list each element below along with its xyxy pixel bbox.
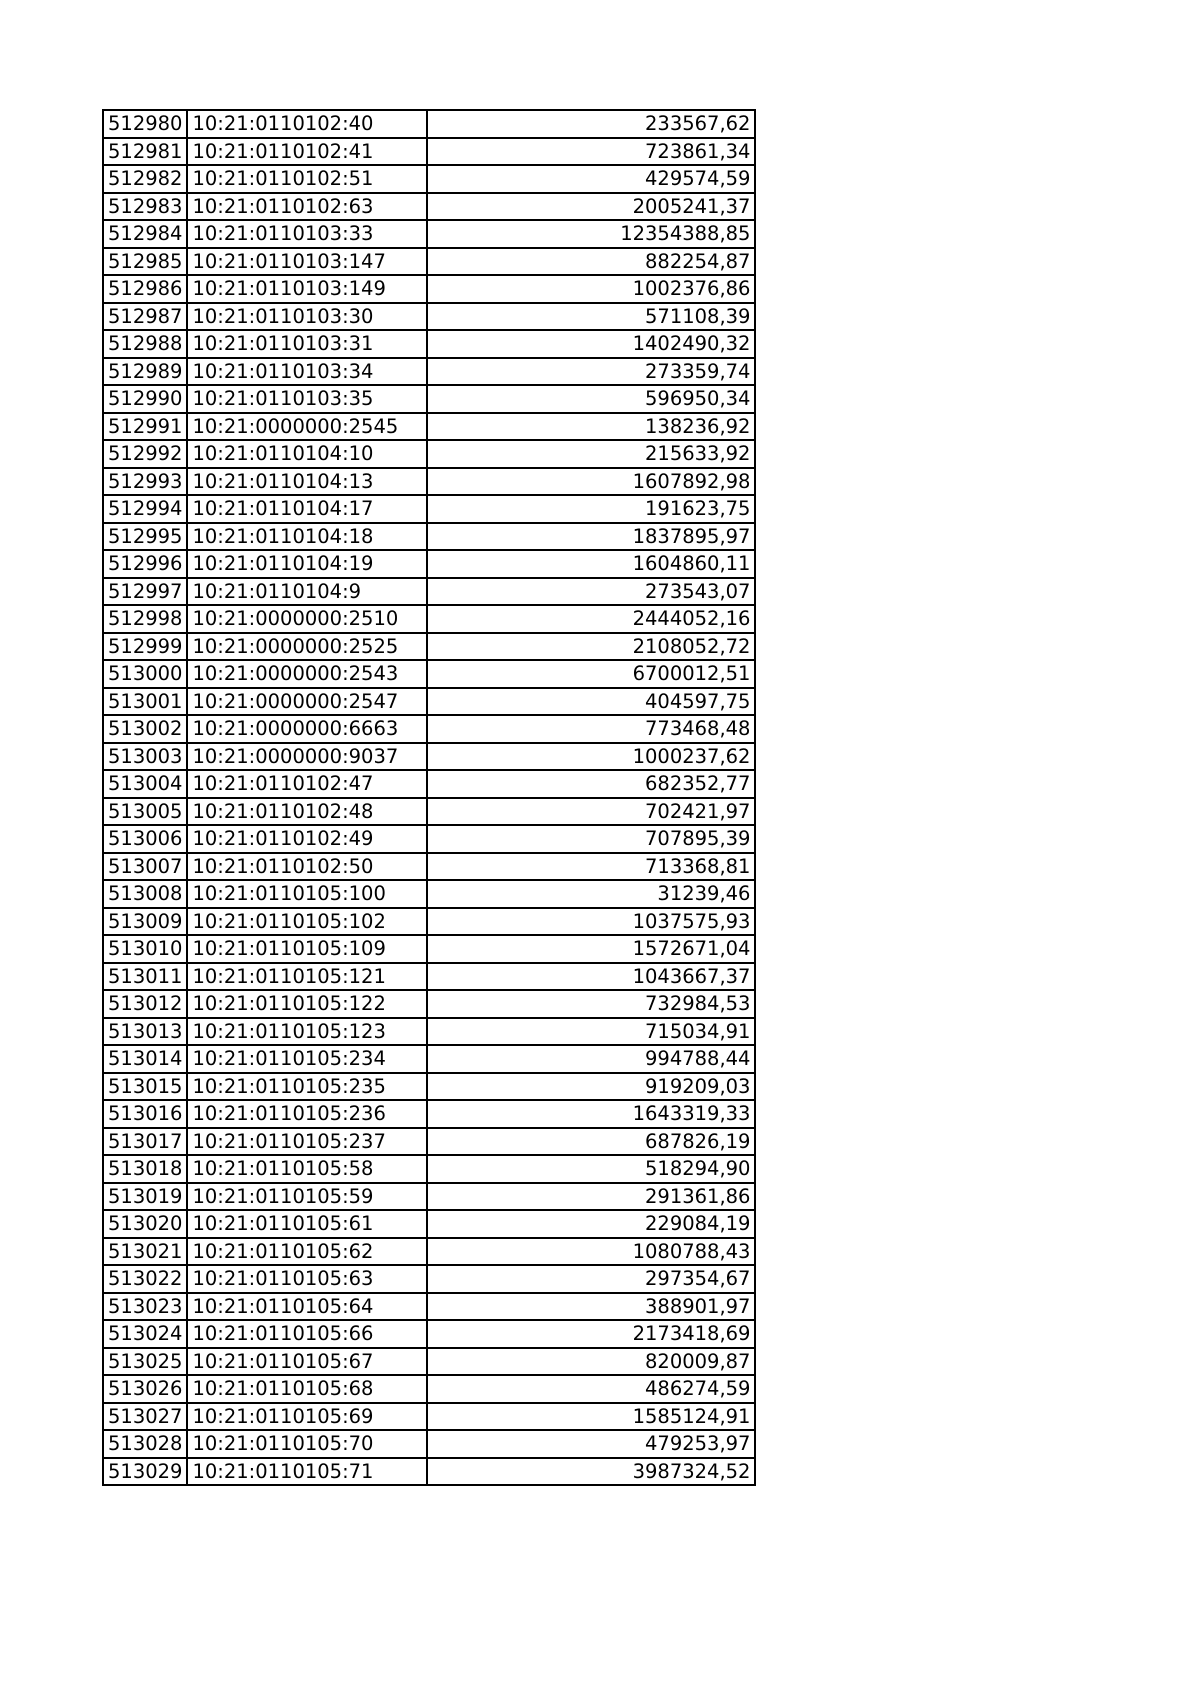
table-row xyxy=(103,330,755,358)
code-cell: 10:21:0110105:63 xyxy=(187,1265,427,1293)
amount-cell: 2108052,72 xyxy=(427,633,755,661)
amount-cell: 820009,87 xyxy=(427,1348,755,1376)
amount-cell: 596950,34 xyxy=(427,385,755,413)
row-number-cell: 512982 xyxy=(103,165,187,193)
amount-cell: 723861,34 xyxy=(427,138,755,166)
amount-cell: 138236,92 xyxy=(427,413,755,441)
code-cell: 10:21:0110105:235 xyxy=(187,1073,427,1101)
row-number-cell: 513005 xyxy=(103,798,187,826)
code-cell: 10:21:0110102:48 xyxy=(187,798,427,826)
row-number-cell: 513028 xyxy=(103,1430,187,1458)
row-number-cell: 513003 xyxy=(103,743,187,771)
row-number-cell: 512997 xyxy=(103,578,187,606)
table-row xyxy=(103,413,755,441)
table-row xyxy=(103,495,755,523)
code-cell: 10:21:0110105:67 xyxy=(187,1348,427,1376)
row-number-cell: 512983 xyxy=(103,193,187,221)
amount-cell: 1402490,32 xyxy=(427,330,755,358)
table-row xyxy=(103,440,755,468)
code-cell: 10:21:0000000:2547 xyxy=(187,688,427,716)
amount-cell: 2005241,37 xyxy=(427,193,755,221)
code-cell: 10:21:0110105:236 xyxy=(187,1100,427,1128)
amount-cell: 732984,53 xyxy=(427,990,755,1018)
code-cell: 10:21:0000000:2510 xyxy=(187,605,427,633)
table-row xyxy=(103,743,755,771)
table-row xyxy=(103,1320,755,1348)
amount-cell: 191623,75 xyxy=(427,495,755,523)
table-row xyxy=(103,770,755,798)
code-cell: 10:21:0110103:147 xyxy=(187,248,427,276)
amount-cell: 291361,86 xyxy=(427,1183,755,1211)
code-cell: 10:21:0110105:66 xyxy=(187,1320,427,1348)
code-cell: 10:21:0110105:59 xyxy=(187,1183,427,1211)
row-number-cell: 512999 xyxy=(103,633,187,661)
row-number-cell: 513029 xyxy=(103,1458,187,1486)
row-number-cell: 513010 xyxy=(103,935,187,963)
table-row xyxy=(103,1183,755,1211)
table-row xyxy=(103,303,755,331)
table-row xyxy=(103,880,755,908)
code-cell: 10:21:0110105:69 xyxy=(187,1403,427,1431)
table-row xyxy=(103,1073,755,1101)
amount-cell: 715034,91 xyxy=(427,1018,755,1046)
code-cell: 10:21:0110105:62 xyxy=(187,1238,427,1266)
table-row xyxy=(103,825,755,853)
amount-cell: 687826,19 xyxy=(427,1128,755,1156)
table-row xyxy=(103,1045,755,1073)
amount-cell: 6700012,51 xyxy=(427,660,755,688)
row-number-cell: 513014 xyxy=(103,1045,187,1073)
code-cell: 10:21:0110102:50 xyxy=(187,853,427,881)
table-row xyxy=(103,1265,755,1293)
code-cell: 10:21:0110105:122 xyxy=(187,990,427,1018)
table-row xyxy=(103,908,755,936)
row-number-cell: 513013 xyxy=(103,1018,187,1046)
table-row xyxy=(103,660,755,688)
code-cell: 10:21:0110105:100 xyxy=(187,880,427,908)
row-number-cell: 513025 xyxy=(103,1348,187,1376)
row-number-cell: 513026 xyxy=(103,1375,187,1403)
table-row xyxy=(103,275,755,303)
amount-cell: 882254,87 xyxy=(427,248,755,276)
row-number-cell: 513011 xyxy=(103,963,187,991)
code-cell: 10:21:0110105:58 xyxy=(187,1155,427,1183)
amount-cell: 713368,81 xyxy=(427,853,755,881)
amount-cell: 919209,03 xyxy=(427,1073,755,1101)
row-number-cell: 512990 xyxy=(103,385,187,413)
row-number-cell: 513007 xyxy=(103,853,187,881)
table-row xyxy=(103,633,755,661)
amount-cell: 2173418,69 xyxy=(427,1320,755,1348)
row-number-cell: 512991 xyxy=(103,413,187,441)
amount-cell: 273543,07 xyxy=(427,578,755,606)
row-number-cell: 513004 xyxy=(103,770,187,798)
code-cell: 10:21:0110103:31 xyxy=(187,330,427,358)
row-number-cell: 512992 xyxy=(103,440,187,468)
row-number-cell: 513027 xyxy=(103,1403,187,1431)
amount-cell: 486274,59 xyxy=(427,1375,755,1403)
table-row xyxy=(103,1348,755,1376)
code-cell: 10:21:0110104:17 xyxy=(187,495,427,523)
row-number-cell: 513001 xyxy=(103,688,187,716)
table-row xyxy=(103,165,755,193)
amount-cell: 3987324,52 xyxy=(427,1458,755,1486)
code-cell: 10:21:0110105:71 xyxy=(187,1458,427,1486)
code-cell: 10:21:0110102:40 xyxy=(187,110,427,138)
amount-cell: 429574,59 xyxy=(427,165,755,193)
amount-cell: 229084,19 xyxy=(427,1210,755,1238)
row-number-cell: 513018 xyxy=(103,1155,187,1183)
row-number-cell: 512986 xyxy=(103,275,187,303)
amount-cell: 404597,75 xyxy=(427,688,755,716)
row-number-cell: 513020 xyxy=(103,1210,187,1238)
amount-cell: 297354,67 xyxy=(427,1265,755,1293)
table-row xyxy=(103,798,755,826)
table-row xyxy=(103,550,755,578)
table-row xyxy=(103,688,755,716)
table-row xyxy=(103,1375,755,1403)
code-cell: 10:21:0110105:70 xyxy=(187,1430,427,1458)
code-cell: 10:21:0000000:2545 xyxy=(187,413,427,441)
row-number-cell: 512994 xyxy=(103,495,187,523)
table-row xyxy=(103,1100,755,1128)
row-number-cell: 513009 xyxy=(103,908,187,936)
table-row xyxy=(103,990,755,1018)
table-row xyxy=(103,385,755,413)
amount-cell: 1643319,33 xyxy=(427,1100,755,1128)
code-cell: 10:21:0110105:61 xyxy=(187,1210,427,1238)
table-row xyxy=(103,358,755,386)
amount-cell: 1000237,62 xyxy=(427,743,755,771)
row-number-cell: 512995 xyxy=(103,523,187,551)
table-row xyxy=(103,1155,755,1183)
table-row xyxy=(103,853,755,881)
table-row xyxy=(103,248,755,276)
code-cell: 10:21:0110103:149 xyxy=(187,275,427,303)
code-cell: 10:21:0110103:35 xyxy=(187,385,427,413)
row-number-cell: 512985 xyxy=(103,248,187,276)
code-cell: 10:21:0110105:121 xyxy=(187,963,427,991)
code-cell: 10:21:0110105:64 xyxy=(187,1293,427,1321)
amount-cell: 571108,39 xyxy=(427,303,755,331)
row-number-cell: 513000 xyxy=(103,660,187,688)
code-cell: 10:21:0110105:237 xyxy=(187,1128,427,1156)
row-number-cell: 513008 xyxy=(103,880,187,908)
amount-cell: 1002376,86 xyxy=(427,275,755,303)
code-cell: 10:21:0110105:234 xyxy=(187,1045,427,1073)
code-cell: 10:21:0110104:13 xyxy=(187,468,427,496)
amount-cell: 233567,62 xyxy=(427,110,755,138)
code-cell: 10:21:0110105:102 xyxy=(187,908,427,936)
code-cell: 10:21:0110102:41 xyxy=(187,138,427,166)
row-number-cell: 513002 xyxy=(103,715,187,743)
table-row xyxy=(103,1018,755,1046)
code-cell: 10:21:0110102:51 xyxy=(187,165,427,193)
row-number-cell: 512981 xyxy=(103,138,187,166)
table-row xyxy=(103,1403,755,1431)
table-row xyxy=(103,1458,755,1486)
amount-cell: 215633,92 xyxy=(427,440,755,468)
row-number-cell: 512987 xyxy=(103,303,187,331)
table-row xyxy=(103,1128,755,1156)
table-row xyxy=(103,1238,755,1266)
table-row xyxy=(103,605,755,633)
row-number-cell: 513019 xyxy=(103,1183,187,1211)
code-cell: 10:21:0110105:123 xyxy=(187,1018,427,1046)
table-row xyxy=(103,523,755,551)
table-row xyxy=(103,468,755,496)
code-cell: 10:21:0110102:63 xyxy=(187,193,427,221)
amount-cell: 1837895,97 xyxy=(427,523,755,551)
table-row xyxy=(103,110,755,138)
amount-cell: 702421,97 xyxy=(427,798,755,826)
code-cell: 10:21:0110102:47 xyxy=(187,770,427,798)
table-row xyxy=(103,1293,755,1321)
amount-cell: 388901,97 xyxy=(427,1293,755,1321)
table-row xyxy=(103,963,755,991)
code-cell: 10:21:0110104:19 xyxy=(187,550,427,578)
row-number-cell: 513023 xyxy=(103,1293,187,1321)
document-page xyxy=(102,109,756,1486)
code-cell: 10:21:0110105:109 xyxy=(187,935,427,963)
amount-cell: 1572671,04 xyxy=(427,935,755,963)
table-row xyxy=(103,138,755,166)
table-row xyxy=(103,193,755,221)
table-row xyxy=(103,935,755,963)
row-number-cell: 513017 xyxy=(103,1128,187,1156)
amount-cell: 1585124,91 xyxy=(427,1403,755,1431)
amount-cell: 1043667,37 xyxy=(427,963,755,991)
row-number-cell: 512988 xyxy=(103,330,187,358)
row-number-cell: 513021 xyxy=(103,1238,187,1266)
code-cell: 10:21:0000000:2543 xyxy=(187,660,427,688)
amount-cell: 1607892,98 xyxy=(427,468,755,496)
row-number-cell: 512980 xyxy=(103,110,187,138)
amount-cell: 273359,74 xyxy=(427,358,755,386)
amount-cell: 31239,46 xyxy=(427,880,755,908)
amount-cell: 1037575,93 xyxy=(427,908,755,936)
amount-cell: 994788,44 xyxy=(427,1045,755,1073)
amount-cell: 518294,90 xyxy=(427,1155,755,1183)
row-number-cell: 513016 xyxy=(103,1100,187,1128)
code-cell: 10:21:0000000:9037 xyxy=(187,743,427,771)
row-number-cell: 512998 xyxy=(103,605,187,633)
row-number-cell: 512993 xyxy=(103,468,187,496)
table-row xyxy=(103,578,755,606)
amount-cell: 2444052,16 xyxy=(427,605,755,633)
row-number-cell: 512989 xyxy=(103,358,187,386)
row-number-cell: 513015 xyxy=(103,1073,187,1101)
amount-cell: 479253,97 xyxy=(427,1430,755,1458)
amount-cell: 773468,48 xyxy=(427,715,755,743)
code-cell: 10:21:0110104:9 xyxy=(187,578,427,606)
row-number-cell: 513024 xyxy=(103,1320,187,1348)
records-table xyxy=(102,109,756,1486)
table-row xyxy=(103,1430,755,1458)
amount-cell: 1080788,43 xyxy=(427,1238,755,1266)
code-cell: 10:21:0110104:10 xyxy=(187,440,427,468)
table-row xyxy=(103,220,755,248)
code-cell: 10:21:0110103:30 xyxy=(187,303,427,331)
code-cell: 10:21:0110105:68 xyxy=(187,1375,427,1403)
code-cell: 10:21:0110103:33 xyxy=(187,220,427,248)
amount-cell: 682352,77 xyxy=(427,770,755,798)
amount-cell: 1604860,11 xyxy=(427,550,755,578)
amount-cell: 707895,39 xyxy=(427,825,755,853)
table-row xyxy=(103,715,755,743)
table-row xyxy=(103,1210,755,1238)
row-number-cell: 513012 xyxy=(103,990,187,1018)
row-number-cell: 512996 xyxy=(103,550,187,578)
row-number-cell: 512984 xyxy=(103,220,187,248)
row-number-cell: 513006 xyxy=(103,825,187,853)
code-cell: 10:21:0000000:6663 xyxy=(187,715,427,743)
amount-cell: 12354388,85 xyxy=(427,220,755,248)
row-number-cell: 513022 xyxy=(103,1265,187,1293)
code-cell: 10:21:0000000:2525 xyxy=(187,633,427,661)
code-cell: 10:21:0110104:18 xyxy=(187,523,427,551)
code-cell: 10:21:0110102:49 xyxy=(187,825,427,853)
records-table-body xyxy=(103,110,755,1485)
code-cell: 10:21:0110103:34 xyxy=(187,358,427,386)
